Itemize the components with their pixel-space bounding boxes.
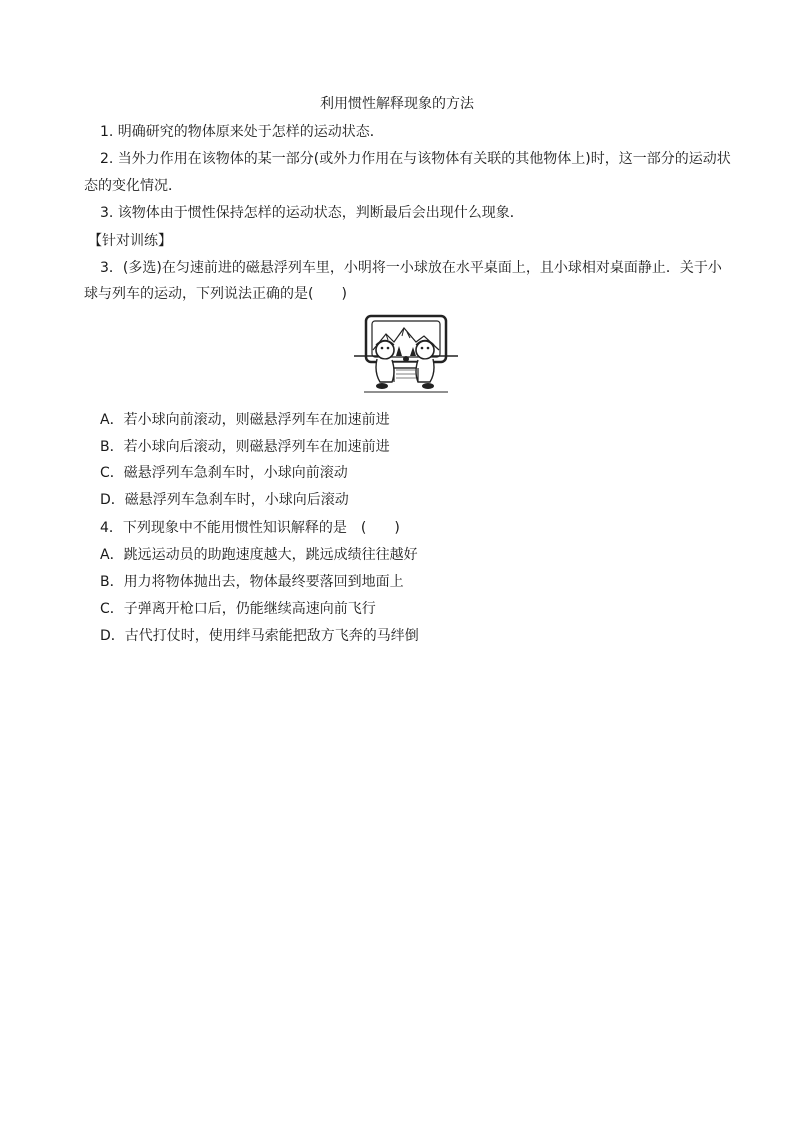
method-step-2-continued: 态的变化情况． [84, 178, 182, 194]
train-table-illustration [352, 312, 460, 398]
question-3-option-b: B．若小球向后滚动，则磁悬浮列车在加速前进 [100, 439, 390, 455]
method-step-2: 2. 当外力作用在该物体的某一部分(或外力作用在与该物体有关联的其他物体上)时，这一部分的运动状 [100, 151, 731, 167]
question-3-option-d: D．磁悬浮列车急刹车时，小球向后滚动 [100, 492, 349, 508]
question-4-stem: 4．下列现象中不能用惯性知识解释的是 ( ) [100, 520, 400, 536]
question-3-option-c: C．磁悬浮列车急刹车时，小球向前滚动 [100, 465, 348, 481]
question-4-option-a: A．跳远运动员的助跑速度越大，跳远成绩往往越好 [100, 547, 418, 563]
question-4-option-b: B．用力将物体抛出去，物体最终要落回到地面上 [100, 574, 404, 590]
training-heading: 【针对训练】 [88, 233, 172, 249]
section-title: 利用惯性解释现象的方法 [320, 96, 474, 112]
question-3-stem-line1: 3．(多选)在匀速前进的磁悬浮列车里，小明将一小球放在水平桌面上，且小球相对桌面静止．关于小 [100, 260, 722, 276]
question-3-option-a: A．若小球向前滚动，则磁悬浮列车在加速前进 [100, 412, 390, 428]
method-step-3: 3. 该物体由于惯性保持怎样的运动状态，判断最后会出现什么现象． [100, 205, 524, 221]
question-4-option-d: D．古代打仗时，使用绊马索能把敌方飞奔的马绊倒 [100, 628, 419, 644]
question-4-option-c: C．子弹离开枪口后，仍能继续高速向前飞行 [100, 601, 376, 617]
method-step-1: 1. 明确研究的物体原来处于怎样的运动状态． [100, 124, 384, 140]
question-3-stem-line2: 球与列车的运动，下列说法正确的是( ) [84, 286, 347, 302]
